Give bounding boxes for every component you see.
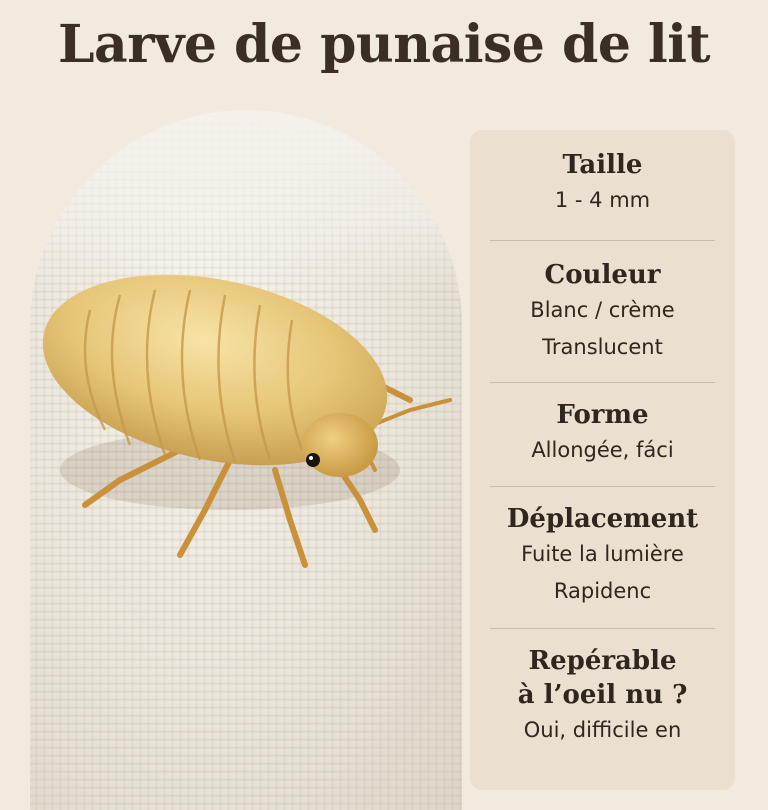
fact-value: Oui, difficile en	[523, 718, 682, 742]
page-title: Larve de punaise de lit	[57, 14, 711, 75]
fact-value: Fuite la lumière	[521, 542, 684, 566]
divider	[490, 486, 715, 487]
fact-label: Taille	[562, 150, 643, 180]
divider	[490, 240, 715, 241]
fact-value: 1 - 4 mm	[554, 188, 651, 212]
fact-visibility	[490, 644, 715, 749]
divider	[490, 628, 715, 629]
fact-label: Couleur	[544, 260, 661, 290]
fact-label: Forme	[556, 400, 649, 430]
fact-shape	[490, 398, 715, 469]
fact-size	[490, 148, 715, 219]
divider	[490, 382, 715, 383]
fact-movement	[490, 502, 715, 610]
fact-value: Translucent	[542, 335, 663, 359]
bed-bug-larva-icon	[30, 110, 462, 810]
facts-panel	[470, 130, 735, 790]
fact-value: Blanc / crème	[530, 298, 675, 322]
fact-label: Déplacement	[506, 504, 699, 534]
fact-color	[490, 258, 715, 366]
fact-label: Repérable	[528, 646, 677, 676]
fact-value: Rapidenc	[553, 579, 652, 603]
fact-label: à l’oeil nu ?	[517, 680, 688, 710]
larva-photo	[30, 110, 462, 810]
fact-value: Allongée, fáci	[531, 438, 674, 462]
